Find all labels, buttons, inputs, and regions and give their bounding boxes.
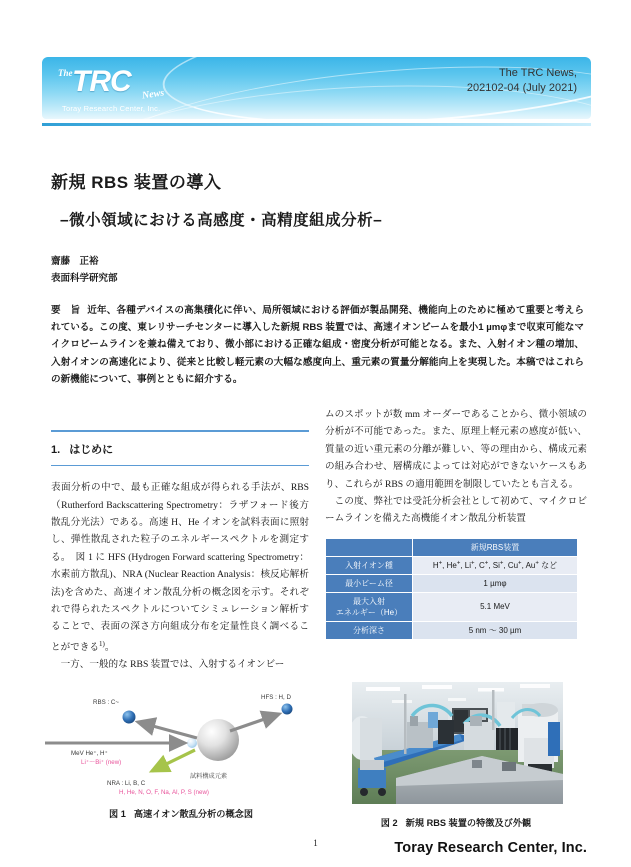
- figure1-label-nra-new: H, He, N, O, F, Na, Al, P, S (new): [119, 789, 209, 796]
- footer-brand: Toray Research Center, Inc.: [394, 840, 587, 856]
- section-rule-bottom: [51, 465, 309, 467]
- abstract-text: 近年、各種デバイスの高集積化に伴い、局所領域における評価が製品開発、機能向上のために極めて重要と考えられている。この度、東レリサーチセンターに導入した新規 RBS 装置では、高速イオンビームを最小1 µmφまで収束可能なマイクロビームラインを兼ね備えており、微小部における正確な組成・密度分析が可能となる。また、入射イオン種の増加、入射イオンの高速化により、従来と比較し軽元素の大幅な感度向上、重元素の質量分解能向上を実現した。本稿ではこれらの新機能について、事例とともに紹介する。: [51, 305, 585, 385]
- row-value-analysis-depth: 5 nm ～ 30 µm: [413, 622, 577, 639]
- logo-news-text: News: [141, 87, 165, 102]
- row-value-max-energy: 5.1 MeV: [413, 593, 577, 621]
- issue-line-1: The TRC News,: [498, 67, 577, 79]
- author-department: 表面科学研究部: [51, 273, 118, 284]
- hfs-particle-icon: [282, 704, 293, 715]
- right-paragraph-1: ムのスポットが数 mm オーダーであることから、微小領域の分析が不可能であった。また、原理上軽元素の感度が低い、質量の近い重元素の分離が難しい、等の理由から、構成元素の組み合わせ、層構成によっては対応ができないケースもあり、これらが RBS の適用範囲を制限していたとも言える。: [325, 409, 587, 490]
- figure-2-photo: [352, 682, 563, 804]
- header-underline: [42, 123, 591, 126]
- right-column: [325, 406, 587, 640]
- table-header-row: [326, 539, 577, 556]
- row-label-ion-species: 入射イオン種: [326, 557, 412, 574]
- logo-acronym-text: TRC: [72, 65, 131, 98]
- figure-1-text: 高速イオン散乱分析の概念図: [133, 809, 254, 819]
- logo-company-subtitle: Toray Research Center, Inc.: [62, 104, 161, 113]
- figure1-label-beam-new: Li⁺～Bi⁺ (new): [81, 759, 122, 766]
- figure-1-caption: [45, 806, 317, 820]
- figure-1-label: 図 1: [108, 809, 126, 819]
- trc-news-logo: [56, 61, 196, 117]
- author-name: 齋藤 正裕: [51, 256, 99, 267]
- page-title: 新規 RBS 装置の導入: [51, 173, 222, 192]
- section-heading-1: [51, 441, 309, 457]
- table-row: [326, 622, 577, 639]
- sample-sphere-icon: [197, 719, 239, 761]
- paragraph-1-terminator: 。: [104, 642, 115, 654]
- row-label-analysis-depth: 分析深さ: [326, 622, 412, 639]
- spec-table: [325, 538, 578, 640]
- figure1-label-sample: 試料構成元素: [190, 773, 228, 780]
- hfs-arrow: [230, 714, 279, 731]
- nra-arrow: [152, 750, 195, 771]
- rbs-arrow: [138, 722, 197, 738]
- section1-paragraph-2: 一方、一般的な RBS 装置では、入射するイオンビー: [60, 659, 285, 671]
- table-corner-cell: [326, 539, 412, 556]
- figure1-label-rbs: RBS : C~: [93, 699, 119, 706]
- table-row: [326, 557, 577, 574]
- section-number: 1.: [51, 443, 61, 456]
- row-label-max-energy: 最大入射 エネルギー（He）: [326, 593, 412, 621]
- logo-the-text: The: [58, 68, 73, 78]
- figure-2-caption: [325, 815, 587, 829]
- issue-line-2: 202102-04 (July 2021): [466, 82, 577, 94]
- rbs-particle-icon: [123, 711, 136, 724]
- abstract-label: 要 旨: [51, 305, 81, 316]
- right-paragraph-2: この度、弊社では受託分析会社として初めて、マイクロビームラインを備えた高機能イオン散乱分析装置: [325, 496, 587, 525]
- figure1-label-beam-main: MeV He⁺, H⁺: [71, 750, 108, 757]
- left-column: [51, 430, 309, 674]
- figure-2-label: 図 2: [380, 818, 398, 828]
- issue-info: [467, 66, 577, 96]
- page-subtitle: –微小領域における高感度・高精度組成分析–: [60, 212, 383, 229]
- section-rule-top: [51, 430, 309, 432]
- abstract-block: [51, 302, 584, 388]
- section1-paragraph-1-text: 表面分析の中で、最も正確な組成が得られる手法が、RBS（Rutherford Backscattering Spectrometry：ラザフォード後方散乱分光法）である。高速 H、He イオンを試料表面に照射し、弾性散乱された粒子のエネルギースペクトルを測定する。 図 1 に HFS (Hydrogen Forward scattering Spectrometry：水素前方散乱)、NRA (Nuclear Reaction Analysis：核反応解析法)を含めた、高速イオン散乱分析の概念図を示す。それぞれで得られたスペクトルについてシミュレーション解析することで、表面の深さ方向組成分布を定量性良く調べることができる: [51, 482, 309, 654]
- figure1-label-hfs: HFS : H, D: [261, 694, 291, 701]
- table-row: [326, 593, 577, 621]
- row-value-min-beam-diameter: 1 µmφ: [413, 575, 577, 592]
- section1-paragraph-1: [51, 479, 309, 656]
- header-banner: [42, 57, 591, 119]
- table-header-new-rbs: 新規RBS装置: [413, 539, 577, 556]
- reference-superscript: 1): [98, 639, 105, 648]
- row-label-min-beam-diameter: 最小ビーム径: [326, 575, 412, 592]
- figure-1-diagram: [45, 693, 317, 801]
- section-title: はじめに: [69, 443, 114, 456]
- table-row: [326, 575, 577, 592]
- page-number: 1: [313, 838, 318, 848]
- row-value-ion-species: H+, He+, Li+, C+, Si+, Cu+, Au+ など: [413, 557, 577, 574]
- figure-2-text: 新規 RBS 装置の特徴及び外観: [405, 818, 532, 828]
- figure1-label-nra: NRA : Li, B, C: [107, 780, 146, 787]
- incident-particle-icon: [187, 738, 197, 748]
